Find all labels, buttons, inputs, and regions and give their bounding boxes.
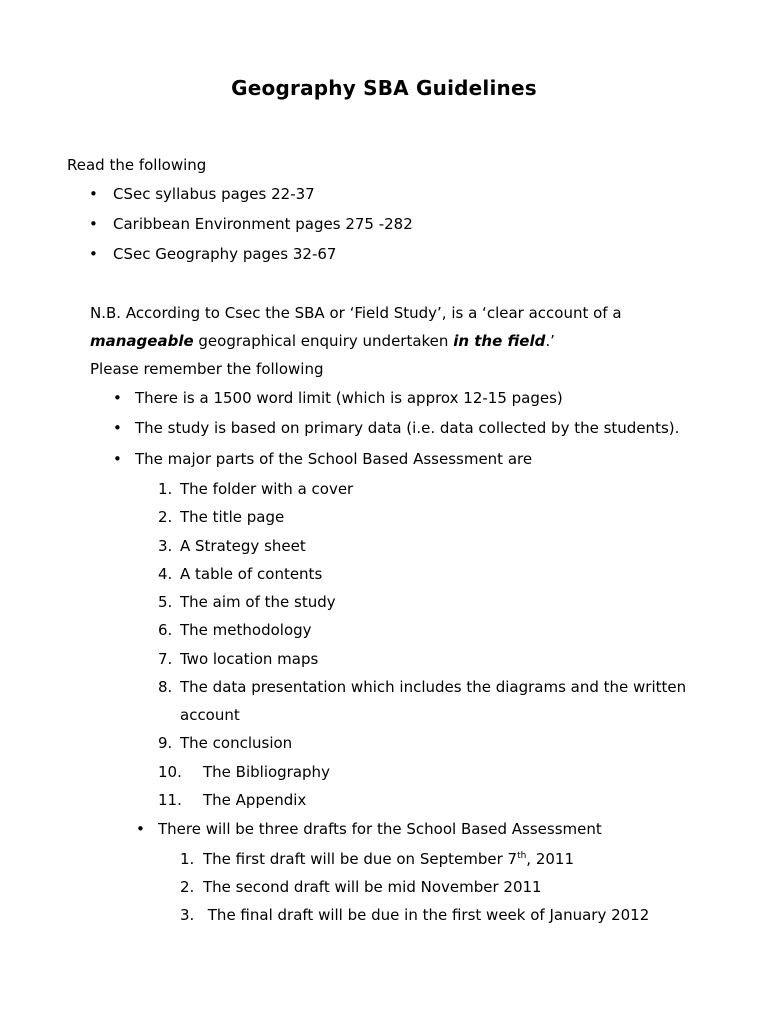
list-item: There is a 1500 word limit (which is approx 12-15 pages) bbox=[135, 389, 563, 407]
list-number: 5. bbox=[158, 593, 173, 611]
list-number: 9. bbox=[158, 734, 173, 752]
list-item: CSec Geography pages 32-67 bbox=[113, 245, 337, 263]
list-number: 6. bbox=[158, 621, 173, 639]
drafts-intro: There will be three drafts for the School Based Assessment bbox=[158, 820, 602, 838]
list-number: 4. bbox=[158, 565, 173, 583]
superscript: th bbox=[517, 851, 527, 861]
bullet-icon: • bbox=[89, 215, 98, 233]
bullet-icon: • bbox=[113, 450, 122, 468]
list-number: 3. bbox=[180, 906, 195, 924]
list-number: 10. bbox=[158, 763, 182, 781]
list-number: 8. bbox=[158, 678, 173, 696]
list-item: The methodology bbox=[180, 621, 312, 639]
list-number: 1. bbox=[180, 850, 195, 868]
nb-text: geographical enquiry undertaken bbox=[193, 332, 454, 350]
nb-paragraph-line2 bbox=[90, 331, 555, 351]
list-item: The folder with a cover bbox=[180, 480, 354, 498]
bullet-icon: • bbox=[89, 185, 98, 203]
list-item: The title page bbox=[180, 508, 285, 526]
list-item: The second draft will be mid November 2011 bbox=[203, 878, 542, 896]
draft-text: The first draft will be due on September 7 bbox=[203, 850, 518, 868]
list-item: Two location maps bbox=[180, 650, 319, 668]
emphasis-text: in the field bbox=[453, 332, 546, 350]
list-number: 2. bbox=[158, 508, 173, 526]
list-item: The Appendix bbox=[203, 791, 307, 809]
list-item: A table of contents bbox=[180, 565, 323, 583]
bullet-icon: • bbox=[113, 419, 122, 437]
page-title: Geography SBA Guidelines bbox=[231, 76, 537, 100]
list-item: A Strategy sheet bbox=[180, 537, 306, 555]
bullet-icon: • bbox=[89, 245, 98, 263]
list-item: The Bibliography bbox=[203, 763, 330, 781]
list-item: The aim of the study bbox=[180, 593, 336, 611]
draft-text: , 2011 bbox=[526, 850, 575, 868]
nb-paragraph-line1: N.B. According to Csec the SBA or ‘Field Study’, is a ‘clear account of a bbox=[90, 304, 622, 322]
list-number: 7. bbox=[158, 650, 173, 668]
list-item: The conclusion bbox=[180, 734, 293, 752]
emphasis-text: manageable bbox=[90, 332, 194, 350]
list-number: 2. bbox=[180, 878, 195, 896]
list-number: 11. bbox=[158, 791, 182, 809]
list-item bbox=[203, 849, 574, 869]
list-number: 1. bbox=[158, 480, 173, 498]
list-number: 3. bbox=[158, 537, 173, 555]
list-item: The data presentation which includes the diagrams and the written bbox=[180, 678, 687, 696]
list-item: CSec syllabus pages 22-37 bbox=[113, 185, 315, 203]
bullet-icon: • bbox=[136, 820, 145, 838]
remember-intro: Please remember the following bbox=[90, 360, 324, 378]
read-intro: Read the following bbox=[67, 156, 207, 174]
list-item: The final draft will be due in the first week of January 2012 bbox=[203, 906, 650, 924]
nb-text: .’ bbox=[545, 332, 555, 350]
list-item: The major parts of the School Based Assessment are bbox=[135, 450, 533, 468]
bullet-icon: • bbox=[113, 389, 122, 407]
list-item-continuation: account bbox=[180, 706, 240, 724]
list-item: The study is based on primary data (i.e. data collected by the students). bbox=[135, 419, 680, 437]
list-item: Caribbean Environment pages 275 -282 bbox=[113, 215, 413, 233]
